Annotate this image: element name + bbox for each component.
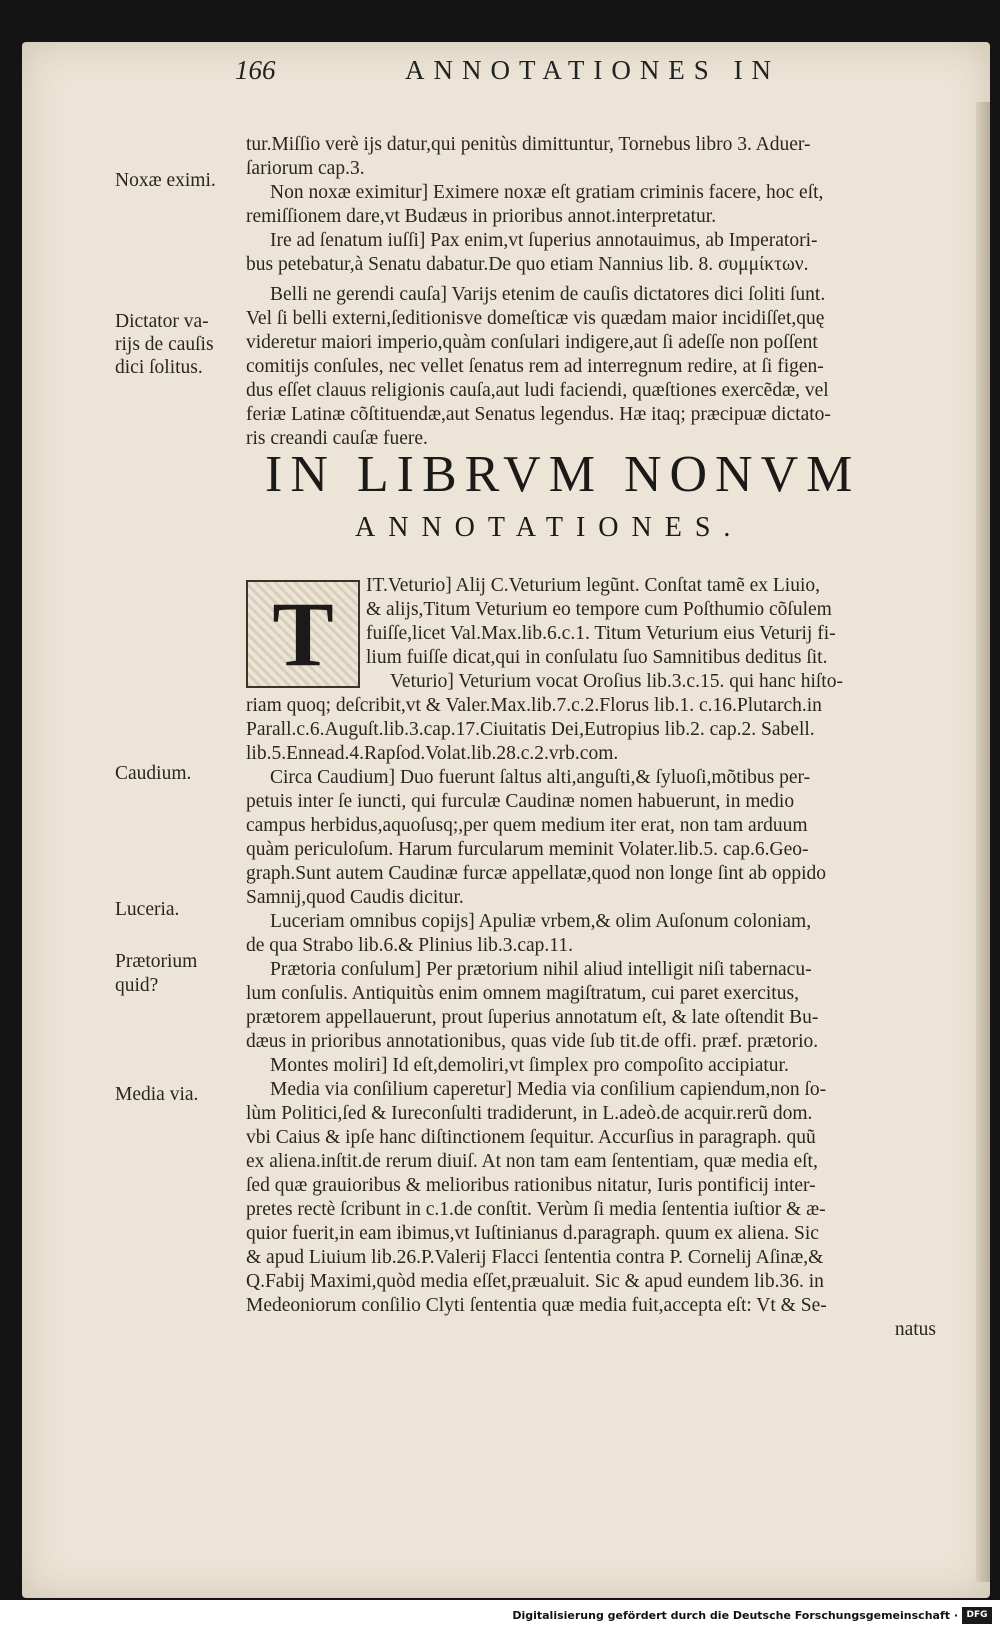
text-line: ſed quæ grauioribus & melioribus rationibus nitatur, Iuris pontificij inter-	[246, 1175, 816, 1196]
text-line: Belli ne gerendi cauſa] Varijs etenim de cauſis dictatores dici ſoliti ſunt.	[270, 284, 826, 305]
text-line: Non noxæ eximitur] Eximere noxæ eſt gratiam criminis facere, hoc eſt,	[270, 182, 824, 203]
text-line: quior fuerit,in eam ibimus,vt Iuſtinianus d.paragraph. quum ex aliena. Sic	[246, 1223, 819, 1244]
text-line: pretes rectè ſcribunt in c.1.de conſtit. Verùm ſi media ſententia iuſtior & æ-	[246, 1199, 826, 1220]
text-line: Q.Fabij Maximi,quòd media eſſet,præualuit. Sic & apud eundem lib.36. in	[246, 1271, 824, 1292]
text-line: remiſſionem dare,vt Budæus in prioribus annot.interpretatur.	[246, 206, 717, 227]
margin-note: Dictator va-	[115, 311, 209, 332]
text-line: videretur maiori imperio,quàm conſulari indigere,aut ſi adeſſe non poſſent	[246, 332, 818, 353]
digitization-footer	[0, 1600, 1000, 1633]
dfg-logo-icon: DFG	[962, 1607, 992, 1624]
footer-credit: Digitalisierung gefördert durch die Deutsche Forschungsgemeinschaft ·	[512, 1609, 958, 1622]
text-line: lium fuiſſe dicat,qui in conſulatu ſuo Samnitibus deditus ſit.	[366, 647, 828, 668]
page-number: 166	[235, 55, 276, 85]
text-line: lib.5.Ennead.4.Rapſod.Volat.lib.28.c.2.vrb.com.	[246, 743, 619, 764]
section-title: IN LIBRVM NONVM	[265, 446, 861, 503]
text-line: lùm Politici,ſed & Iureconſulti tradiderunt, in L.adeò.de acquir.rerũ dom.	[246, 1103, 813, 1124]
text-line: Circa Caudium] Duo fuerunt ſaltus alti,anguſti,& ſyluoſi,mõtibus per-	[270, 767, 811, 788]
margin-note: Noxæ eximi.	[115, 170, 216, 191]
text-line: Montes moliri] Id eſt,demoliri,vt ſimplex pro compoſito accipiatur.	[270, 1055, 789, 1076]
margin-note: dici ſolitus.	[115, 357, 203, 378]
text-line: quàm periculoſum. Harum furcularum meminit Volater.lib.5. cap.6.Geo-	[246, 839, 809, 860]
text-line: petuis inter ſe iuncti, qui furculæ Caudinæ nomen habuerunt, in medio	[246, 791, 795, 812]
text-line: Vel ſi belli externi,ſeditionisve domeſticæ vis quædam maior incidiſſet,quę	[246, 308, 825, 329]
text-line: & apud Liuium lib.26.P.Valerij Flacci ſententia contra P. Cornelij Aſinæ,&	[246, 1247, 824, 1268]
text-line: campus herbidus,aquoſusq;,per quem medium iter erat, non tam arduum	[246, 815, 808, 836]
text-line: dus eſſet clauus religionis cauſa,aut ludi faciendi, quæſtiones exercẽdæ, vel	[246, 380, 829, 401]
margin-note: rijs de cauſis	[115, 334, 214, 355]
text-line: graph.Sunt autem Caudinæ furcæ appellatæ,quod non longe ſint ab oppido	[246, 863, 827, 884]
decorated-initial	[246, 580, 360, 688]
page-edge	[976, 102, 990, 1582]
initial-letter: T	[272, 583, 334, 685]
text-line: ris creandi cauſæ fuere.	[246, 428, 428, 449]
text-line: IT.Veturio] Alij C.Veturium legũnt. Conſtat tamẽ ex Liuio,	[366, 575, 821, 596]
text-line: Luceriam omnibus copijs] Apuliæ vrbem,& olim Auſonum coloniam,	[270, 911, 812, 932]
text-line: bus petebatur,à Senatu dabatur.De quo etiam Nannius lib. 8. συμμίκτων.	[246, 254, 809, 275]
margin-note: quid?	[115, 975, 159, 996]
text-line: Medeoniorum conſilio Clyti ſententia quæ media fuit,accepta eſt: Vt & Se-	[246, 1295, 827, 1316]
text-line: Media via conſilium caperetur] Media via conſilium capiendum,non ſo-	[270, 1079, 827, 1100]
text-line: prætorem appellauerunt, prout ſuperius annotatum eſt, & late oſtendit Bu-	[246, 1007, 819, 1028]
text-line: Prætoria conſulum] Per prætorium nihil aliud intelligit niſi tabernacu-	[270, 959, 812, 980]
text-line: lum conſulis. Antiquitùs enim omnem magiſtratum, cui paret exercitus,	[246, 983, 799, 1004]
text-line: ex aliena.inſtit.de rerum diuiſ. At non tam eam ſententiam, quæ media eſt,	[246, 1151, 818, 1172]
text-line: tur.Miſſio verè ijs datur,qui penitùs dimittuntur, Tornebus libro 3. Aduer-	[246, 134, 811, 155]
margin-note: Media via.	[115, 1084, 199, 1105]
text-line: Veturio] Veturium vocat Oroſius lib.3.c.15. qui hanc hiſto-	[390, 671, 843, 692]
text-line: vbi Caius & ipſe hanc diſtinctionem ſequitur. Accurſius in paragraph. quũ	[246, 1127, 816, 1148]
text-line: dæus in prioribus annotationibus, quas vide ſub tit.de offi. præf. prætorio.	[246, 1031, 819, 1052]
running-head	[235, 55, 935, 95]
text-line: riam quoq; deſcribit,vt & Valer.Max.lib.7.c.2.Florus lib.1. c.16.Plutarch.in	[246, 695, 822, 716]
running-head-title: ANNOTATIONES IN	[405, 55, 781, 85]
text-line: feriæ Latinæ cõſtituendæ,aut Senatus legendus. Hæ itaq; præcipuæ dictato-	[246, 404, 831, 425]
catchword: natus	[894, 1319, 936, 1340]
text-line: & alijs,Titum Veturium eo tempore cum Poſthumio cõſulem	[366, 599, 832, 620]
text-line: de qua Strabo lib.6.& Plinius lib.3.cap.11.	[246, 935, 573, 956]
text-line: comitijs conſules, nec vellet ſenatus rem ad interregnum redire, at ſi figen-	[246, 356, 824, 377]
margin-note: Caudium.	[115, 763, 192, 784]
text-line: fuiſſe,licet Val.Max.lib.6.c.1. Titum Veturium eius Veturij fi-	[366, 623, 836, 644]
margin-note: Luceria.	[115, 899, 180, 920]
text-line: Parall.c.6.Auguſt.lib.3.cap.17.Ciuitatis Dei,Eutropius lib.2. cap.2. Sabell.	[246, 719, 815, 740]
text-line: Ire ad ſenatum iuſſi] Pax enim,vt ſuperius annotauimus, ab Imperatori-	[270, 230, 818, 251]
text-line: ſariorum cap.3.	[246, 158, 365, 179]
margin-note: Prætorium	[115, 951, 198, 972]
section-subtitle: ANNOTATIONES.	[355, 512, 744, 543]
text-line: Samnij,quod Caudis dicitur.	[246, 887, 464, 908]
